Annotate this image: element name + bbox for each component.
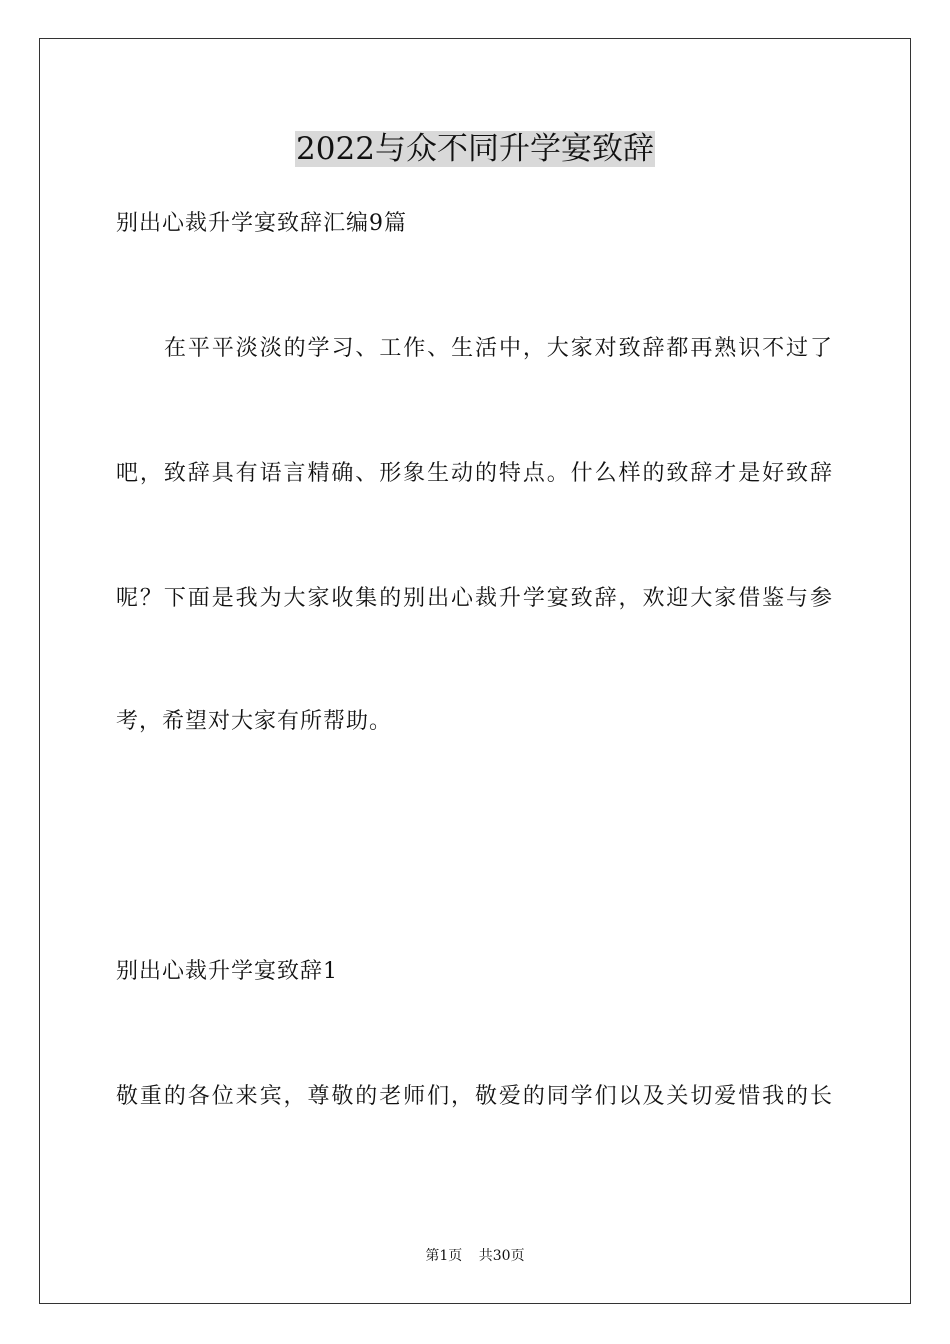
page-footer <box>0 1246 950 1266</box>
page-number: 第1页 <box>425 1248 463 1264</box>
intro-line-3: 呢？下面是我为大家收集的别出心裁升学宴致辞，欢迎大家借鉴与参 <box>116 586 832 611</box>
intro-line-1: 在平平淡淡的学习、工作、生活中，大家对致辞都再熟识不过了 <box>164 336 832 361</box>
document-subtitle: 别出心裁升学宴致辞汇编9篇 <box>116 211 407 236</box>
section-heading: 别出心裁升学宴致辞1 <box>116 959 338 984</box>
page-total: 共30页 <box>478 1248 525 1264</box>
document-title <box>0 127 950 171</box>
intro-line-2: 吧，致辞具有语言精确、形象生动的特点。什么样的致辞才是好致辞 <box>116 461 832 486</box>
title-text: 2022与众不同升学宴致辞 <box>296 131 654 167</box>
intro-line-4: 考，希望对大家有所帮助。 <box>116 709 393 734</box>
section-line-1: 敬重的各位来宾，尊敬的老师们，敬爱的同学们以及关切爱惜我的长 <box>116 1084 832 1109</box>
